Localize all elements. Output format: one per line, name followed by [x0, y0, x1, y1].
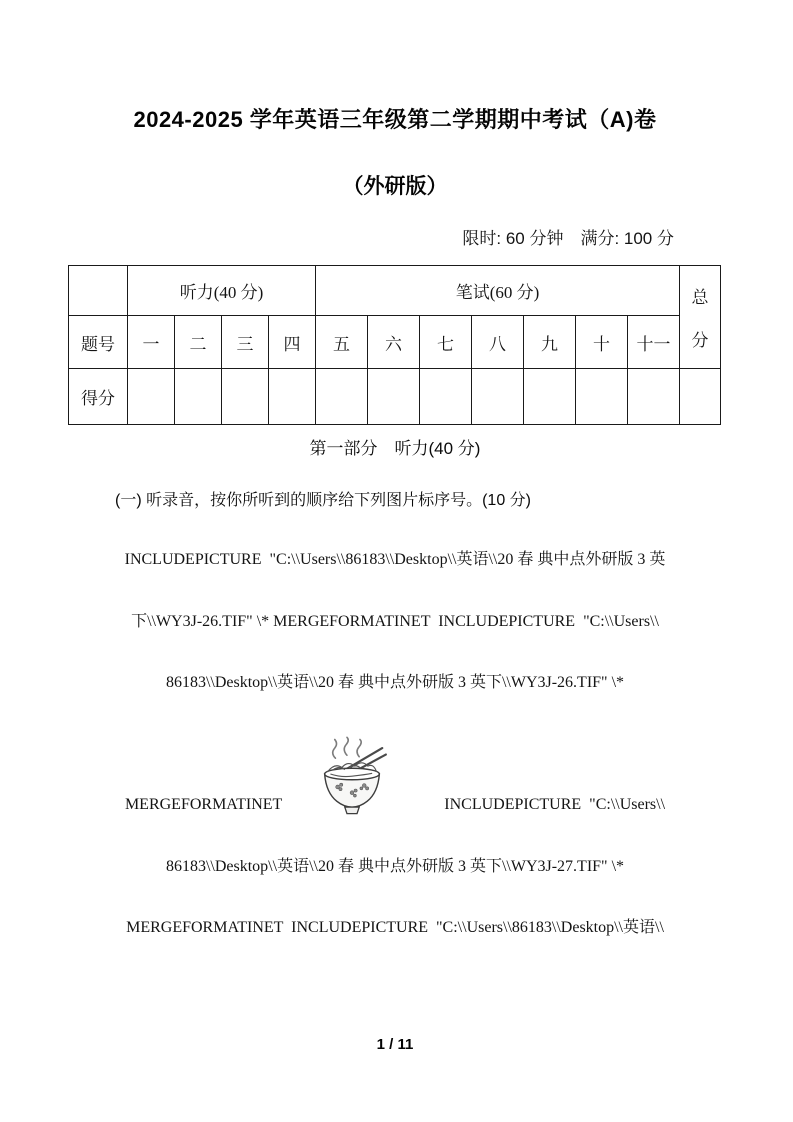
- question-number-cell: 二: [175, 316, 222, 369]
- question-number-cell: 七: [420, 316, 472, 369]
- score-input-cell: [368, 369, 420, 425]
- score-input-cell: [420, 369, 472, 425]
- score-table: [68, 265, 721, 425]
- question-number-cell: 八: [472, 316, 524, 369]
- document-line: 86183\\Desktop\\英语\\20 春 典中点外研版 3 英下\\WY3J-27.TIF" \*: [165, 858, 625, 875]
- score-input-cell: [175, 369, 222, 425]
- document-line: 86183\\Desktop\\英语\\20 春 典中点外研版 3 英下\\WY3J-26.TIF" \*: [165, 674, 625, 691]
- question-number-cell: 十: [576, 316, 628, 369]
- document-line-with-image: [68, 728, 722, 816]
- table-corner-cell: [69, 266, 128, 316]
- question-number-cell: 一: [128, 316, 175, 369]
- question-row-label: 题号: [69, 316, 128, 369]
- score-row-label: 得分: [69, 369, 128, 425]
- document-line-left: MERGEFORMATINET: [124, 796, 283, 813]
- question-number-cell: 十一: [628, 316, 680, 369]
- question-number-cell: 四: [269, 316, 316, 369]
- score-input-cell: [222, 369, 269, 425]
- document-line: INCLUDEPICTURE "C:\\Users\\86183\\Desktop\\英语\\20 春 典中点外研版 3 英: [124, 551, 666, 568]
- total-score-input-cell: [680, 369, 721, 425]
- document-line-right: INCLUDEPICTURE "C:\\Users\\: [444, 796, 666, 813]
- total-char-2: 分: [691, 331, 709, 350]
- document-line: MERGEFORMATINET INCLUDEPICTURE "C:\\Users\\86183\\Desktop\\英语\\: [126, 919, 664, 936]
- score-input-cell: [316, 369, 368, 425]
- total-score-header-cell: [680, 266, 721, 369]
- score-input-cell: [628, 369, 680, 425]
- page-subtitle: （外研版）: [342, 175, 448, 198]
- page-title: 2024-2025 学年英语三年级第二学期期中考试（A)卷: [133, 107, 657, 132]
- exam-meta: 限时: 60 分钟 满分: 100 分: [462, 229, 674, 248]
- page-number: 1 / 11: [376, 1036, 414, 1053]
- page-content: [68, 0, 722, 1122]
- score-input-cell: [128, 369, 175, 425]
- noodle-bowl-image: [292, 732, 388, 816]
- section-heading: 第一部分 听力(40 分): [309, 439, 481, 458]
- score-input-cell: [524, 369, 576, 425]
- score-input-cell: [576, 369, 628, 425]
- question-number-cell: 六: [368, 316, 420, 369]
- written-header-cell: 笔试(60 分): [316, 266, 680, 316]
- score-input-cell: [472, 369, 524, 425]
- document-line: 下\\WY3J-26.TIF" \* MERGEFORMATINET INCLUDEPICTURE "C:\\Users\\: [131, 613, 659, 630]
- question-prompt: (一) 听录音，按你所听到的顺序给下列图片标序号。(10 分): [115, 492, 532, 509]
- question-number-cell: 三: [222, 316, 269, 369]
- score-input-cell: [269, 369, 316, 425]
- question-number-cell: 九: [524, 316, 576, 369]
- total-char-1: 总: [691, 288, 709, 307]
- listening-header-cell: 听力(40 分): [128, 266, 316, 316]
- question-number-cell: 五: [316, 316, 368, 369]
